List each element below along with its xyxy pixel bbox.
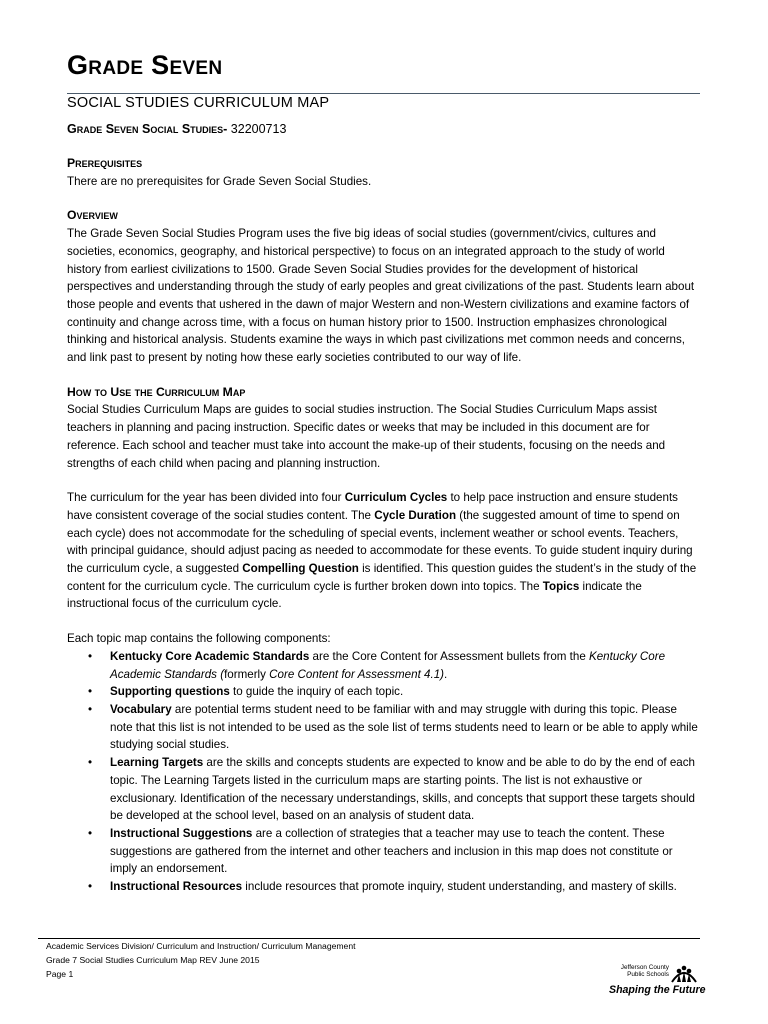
list-item-text: . bbox=[444, 667, 448, 681]
course-label: Grade Seven Social Studies- bbox=[67, 122, 228, 136]
title-divider bbox=[67, 93, 700, 94]
course-line bbox=[67, 122, 286, 136]
list-item-text: to guide the inquiry of each topic. bbox=[229, 685, 404, 699]
spacer bbox=[67, 190, 700, 207]
prerequisites-text: There are no prerequisites for Grade Seven Social Studies. bbox=[67, 174, 372, 188]
cycles-term-topics: Topics bbox=[542, 579, 580, 593]
how-to-use-text: Social Studies Curriculum Maps are guides to social studies instruction. The Social Studies Curriculum Maps assist teachers in planning and pacing instruction. Specific dates or weeks that may be included in this document are for reference. Each school and teacher must take into account the make-up of their students, focusing on the needs and strengths of each child when pacing and planning instruction. bbox=[67, 403, 666, 470]
cycles-text-2: to help pace instruction and ensure students have consistent coverage of the social studies content. The bbox=[67, 491, 678, 522]
footer-document-title: Grade 7 Social Studies Curriculum Map REV June 2015 bbox=[46, 955, 260, 965]
cycles-term-compelling-question: Compelling Question bbox=[242, 562, 359, 576]
spacer bbox=[67, 472, 700, 489]
cycles-text-5: indicate the instructional focus of the curriculum cycle. bbox=[67, 579, 642, 611]
list-item bbox=[110, 701, 700, 754]
overview-text: The Grade Seven Social Studies Program uses the five big ideas of social studies (government/civics, cultures and societies, economics, geography, and historical perspective) to focus on an integrated approach to the study of world history from earliest civilizations to 1500. Grade Seven Social Studies provides for the development of historical perspectives and understanding through the study of early peoples and great civilizations of the past. Students learn about those people and events that ushered in the dawn of major Western and non-Western civilizations and examine factors of continuity and change across time, with a focus on human history prior to 1500. Instruction emphasizes chronological thinking and historical analysis. Students examine the ways in which past civilizations met common needs and concerns, and link past to present by noting how these early societies contributed to our way of life. bbox=[67, 227, 695, 365]
list-item bbox=[110, 683, 700, 701]
list-item-term: Learning Targets bbox=[110, 756, 204, 770]
list-item-text: are the Core Content for Assessment bullets from the bbox=[309, 649, 589, 663]
list-item bbox=[110, 878, 700, 896]
list-item-term: Supporting questions bbox=[110, 685, 230, 699]
footer-page-number: Page 1 bbox=[46, 969, 74, 979]
footer-divider bbox=[38, 938, 700, 939]
cycles-text-1: The curriculum for the year has been divided into four bbox=[67, 491, 345, 505]
list-item-term: Instructional Resources bbox=[110, 880, 243, 894]
list-item-text: are the skills and concepts students are expected to know and be able to do by the end of each topic. The Learning Targets listed in the curriculum maps are starting points. The list is not exhaustive or exclusionary. Identification of the necessary understandings, skills, and concepts that support these targets should be developed at the school level, based on an analysis of student data. bbox=[110, 756, 695, 823]
list-item-term: Vocabulary bbox=[110, 702, 172, 716]
list-item bbox=[110, 754, 700, 825]
how-to-use-heading: How to Use the Curriculum Map bbox=[67, 384, 246, 399]
cycles-term-cycle-duration: Cycle Duration bbox=[374, 508, 457, 522]
document-body bbox=[67, 155, 700, 896]
list-item-italic: Core Content for Assessment 4.1) bbox=[269, 667, 444, 681]
cycles-paragraph bbox=[67, 489, 700, 613]
jcps-logo bbox=[607, 962, 706, 998]
spacer bbox=[67, 613, 700, 630]
list-item-term: Instructional Suggestions bbox=[110, 826, 253, 840]
list-item-italic: Kentucky Core Academic Standards ( bbox=[110, 649, 666, 681]
course-code: 32200713 bbox=[227, 122, 287, 136]
footer-department: Academic Services Division/ Curriculum and Instruction/ Curriculum Management bbox=[46, 941, 356, 951]
list-item-text: are a collection of strategies that a teacher may use to teach the content. These suggestions are gathered from the internet and other teachers and inclusion in this map does not constitute or imply an endorsement. bbox=[110, 826, 673, 876]
list-item-text: formerly bbox=[224, 667, 270, 681]
list-item-term: Kentucky Core Academic Standards bbox=[110, 649, 310, 663]
cycles-text-3: (the suggested amount of time to spend on each cycle) does not accommodate for the scheduling of special events, inclement weather or school events. Teachers, with principal guidance, should adjust pacing as needed to accommodate for these events. To guide student inquiry during the curriculum cycle, a suggested bbox=[67, 508, 693, 576]
list-item bbox=[110, 648, 700, 683]
components-intro: Each topic map contains the following components: bbox=[67, 632, 331, 646]
cycles-text-4: is identified. This question guides the student’s in the study of the content for the curriculum cycle. The curriculum cycle is further broken down into topics. The bbox=[67, 562, 697, 593]
overview-heading: Overview bbox=[67, 208, 118, 223]
logo-tagline: Shaping the Future bbox=[609, 984, 706, 996]
spacer bbox=[67, 367, 700, 384]
logo-district-name: Jefferson County Public Schools bbox=[620, 964, 669, 978]
components-list bbox=[67, 648, 700, 896]
list-item-text: include resources that promote inquiry, student understanding, and mastery of skills. bbox=[242, 880, 677, 894]
list-item bbox=[110, 825, 700, 878]
prerequisites-heading: Prerequisites bbox=[67, 156, 143, 170]
cycles-term-curriculum-cycles: Curriculum Cycles bbox=[344, 491, 448, 505]
page-title: Grade Seven bbox=[67, 50, 223, 80]
page-subtitle: SOCIAL STUDIES CURRICULUM MAP bbox=[67, 95, 330, 111]
people-emblem-icon bbox=[670, 962, 698, 984]
list-item-text: are potential terms student need to be familiar with and may struggle with during this topic. Please note that this list is not intended to be used as the sole list of terms students need to learn or be able to apply while studying social studies. bbox=[110, 702, 698, 752]
